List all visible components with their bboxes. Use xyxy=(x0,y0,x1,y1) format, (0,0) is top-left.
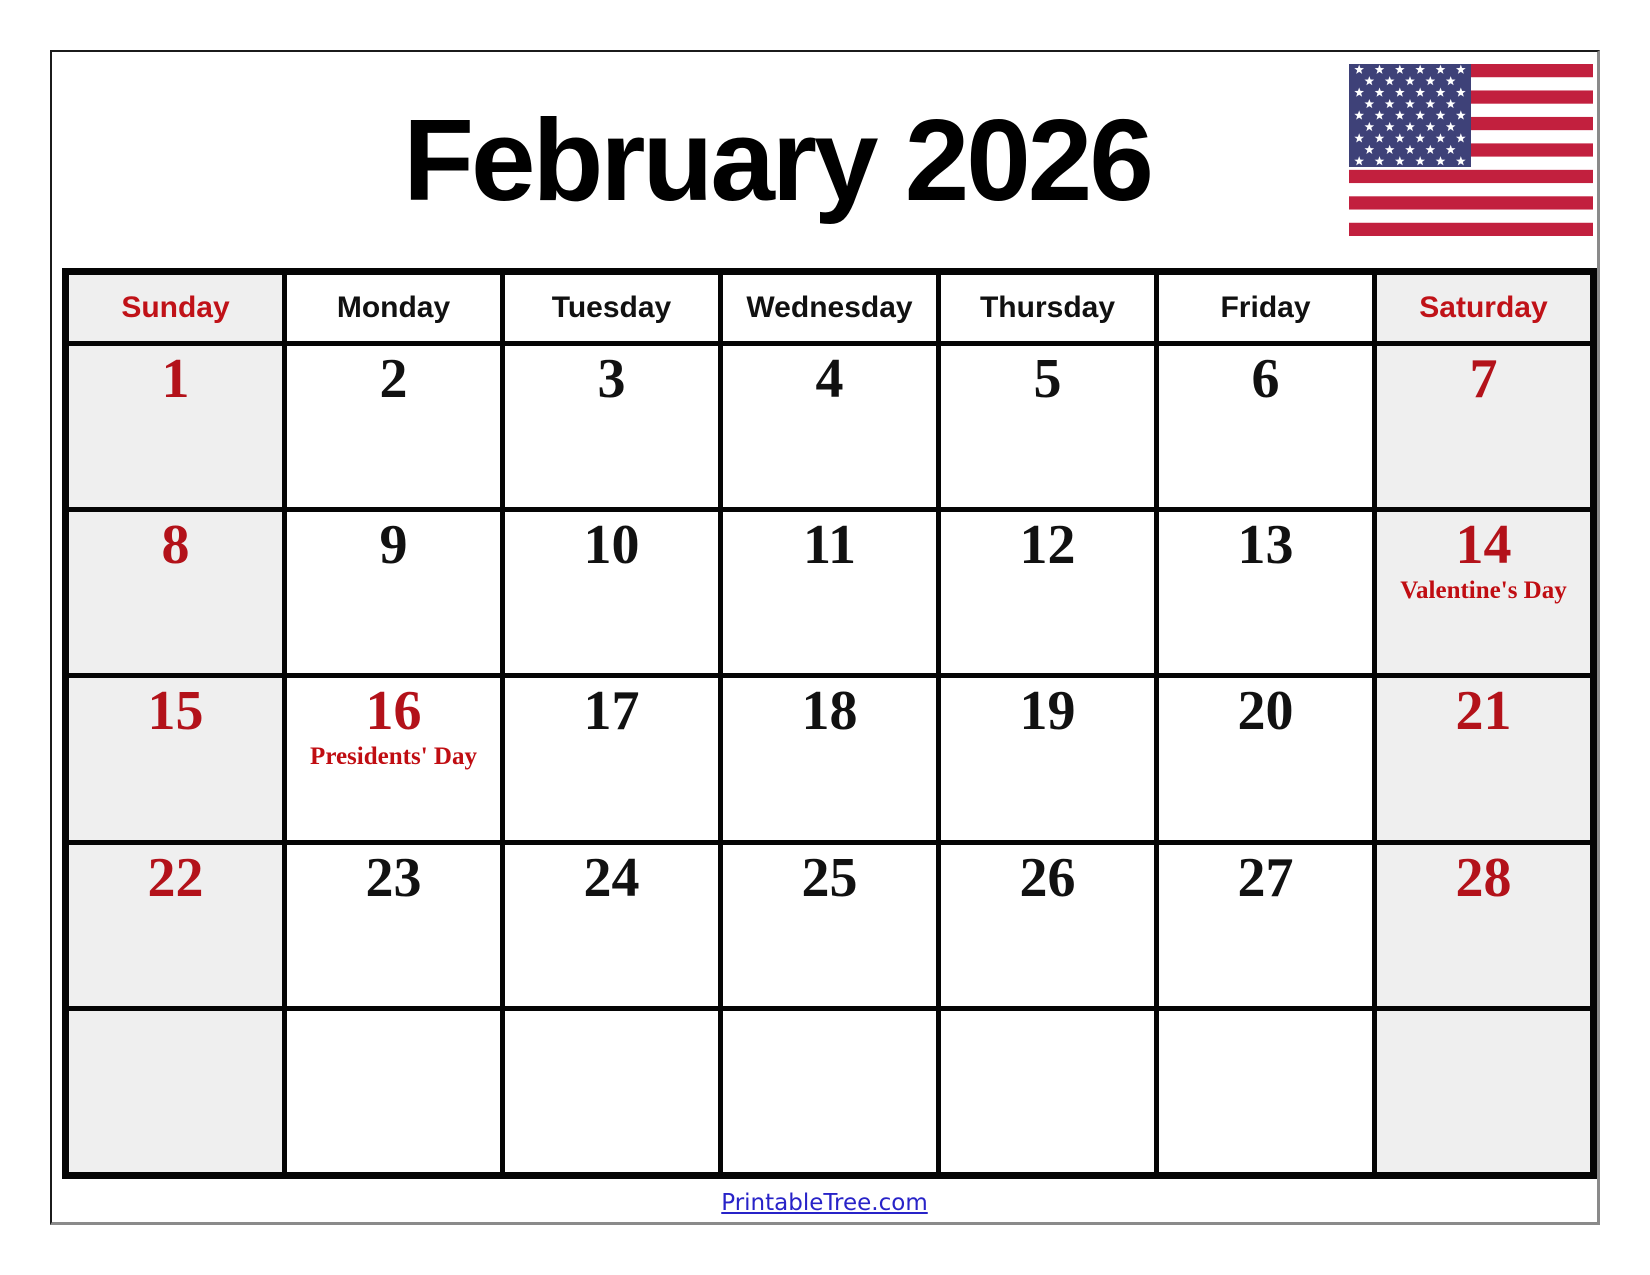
day-cell-5 xyxy=(941,346,1154,507)
day-number: 24 xyxy=(583,846,640,909)
day-cell-16 xyxy=(287,678,500,839)
day-number: 19 xyxy=(1019,680,1076,743)
empty-cell xyxy=(505,1011,718,1172)
day-cell-4 xyxy=(723,346,936,507)
day-number: 17 xyxy=(583,680,640,743)
day-number: 18 xyxy=(801,680,858,743)
weekday-label: Tuesday xyxy=(551,291,672,324)
weekday-label: Thursday xyxy=(979,291,1116,324)
day-number: 10 xyxy=(583,514,640,577)
day-cell-3 xyxy=(505,346,718,507)
weekday-header-monday xyxy=(287,275,500,341)
weekday-label: Monday xyxy=(336,291,451,324)
day-cell-21 xyxy=(1377,678,1590,839)
weekday-header-thursday xyxy=(941,275,1154,341)
day-cell-14 xyxy=(1377,512,1590,673)
empty-cell xyxy=(1159,1011,1372,1172)
weekday-label: Friday xyxy=(1220,291,1311,324)
weekday-header-sunday xyxy=(69,275,282,341)
weekday-label: Wednesday xyxy=(746,291,913,324)
day-number: 14 xyxy=(1455,514,1512,577)
day-cell-1 xyxy=(69,346,282,507)
day-number: 21 xyxy=(1455,680,1512,743)
day-number: 7 xyxy=(1469,348,1498,410)
empty-cell xyxy=(1377,1011,1590,1172)
day-cell-26 xyxy=(941,845,1154,1006)
empty-cell xyxy=(723,1011,936,1172)
weekday-header-wednesday xyxy=(723,275,936,341)
day-cell-18 xyxy=(723,678,936,839)
empty-cell xyxy=(287,1011,500,1172)
weekday-label: Saturday xyxy=(1419,291,1548,324)
us-flag-image xyxy=(1349,64,1593,236)
day-cell-23 xyxy=(287,845,500,1006)
day-number: 13 xyxy=(1237,514,1294,577)
day-cell-2 xyxy=(287,346,500,507)
page-footer xyxy=(52,1190,1597,1216)
weekday-header-friday xyxy=(1159,275,1372,341)
day-number: 9 xyxy=(379,514,408,577)
day-cell-20 xyxy=(1159,678,1372,839)
day-number: 5 xyxy=(1033,348,1062,410)
day-cell-11 xyxy=(723,512,936,673)
day-cell-9 xyxy=(287,512,500,673)
day-number: 28 xyxy=(1455,846,1512,909)
empty-cell xyxy=(941,1011,1154,1172)
day-cell-25 xyxy=(723,845,936,1006)
empty-cell xyxy=(69,1011,282,1172)
holiday-label: Presidents' Day xyxy=(310,743,477,771)
day-number: 22 xyxy=(147,846,204,909)
page-title: February 2026 xyxy=(403,95,1151,225)
day-cell-27 xyxy=(1159,845,1372,1006)
day-number: 6 xyxy=(1251,348,1280,410)
day-number: 25 xyxy=(801,846,858,909)
day-cell-6 xyxy=(1159,346,1372,507)
day-number: 20 xyxy=(1237,680,1294,743)
day-cell-13 xyxy=(1159,512,1372,673)
calendar-grid xyxy=(62,268,1597,1179)
day-cell-15 xyxy=(69,678,282,839)
day-number: 23 xyxy=(365,846,422,909)
day-cell-12 xyxy=(941,512,1154,673)
weekday-header-saturday xyxy=(1377,275,1590,341)
day-number: 16 xyxy=(365,680,422,743)
day-number: 4 xyxy=(815,348,844,410)
day-number: 12 xyxy=(1019,514,1076,577)
day-number: 15 xyxy=(147,680,204,743)
day-cell-28 xyxy=(1377,845,1590,1006)
day-number: 8 xyxy=(161,514,190,577)
weekday-label: Sunday xyxy=(121,291,230,324)
day-number: 3 xyxy=(597,348,626,410)
day-cell-24 xyxy=(505,845,718,1006)
holiday-label: Valentine's Day xyxy=(1400,576,1567,604)
day-cell-10 xyxy=(505,512,718,673)
day-cell-7 xyxy=(1377,346,1590,507)
calendar-page xyxy=(50,50,1600,1225)
printabletree-link[interactable]: PrintableTree.com xyxy=(721,1190,928,1216)
day-cell-8 xyxy=(69,512,282,673)
day-cell-22 xyxy=(69,845,282,1006)
day-number: 11 xyxy=(803,514,856,577)
day-number: 26 xyxy=(1019,846,1076,909)
weekday-header-tuesday xyxy=(505,275,718,341)
day-number: 1 xyxy=(161,348,190,410)
day-number: 2 xyxy=(379,348,408,410)
day-cell-19 xyxy=(941,678,1154,839)
day-cell-17 xyxy=(505,678,718,839)
day-number: 27 xyxy=(1237,846,1294,909)
